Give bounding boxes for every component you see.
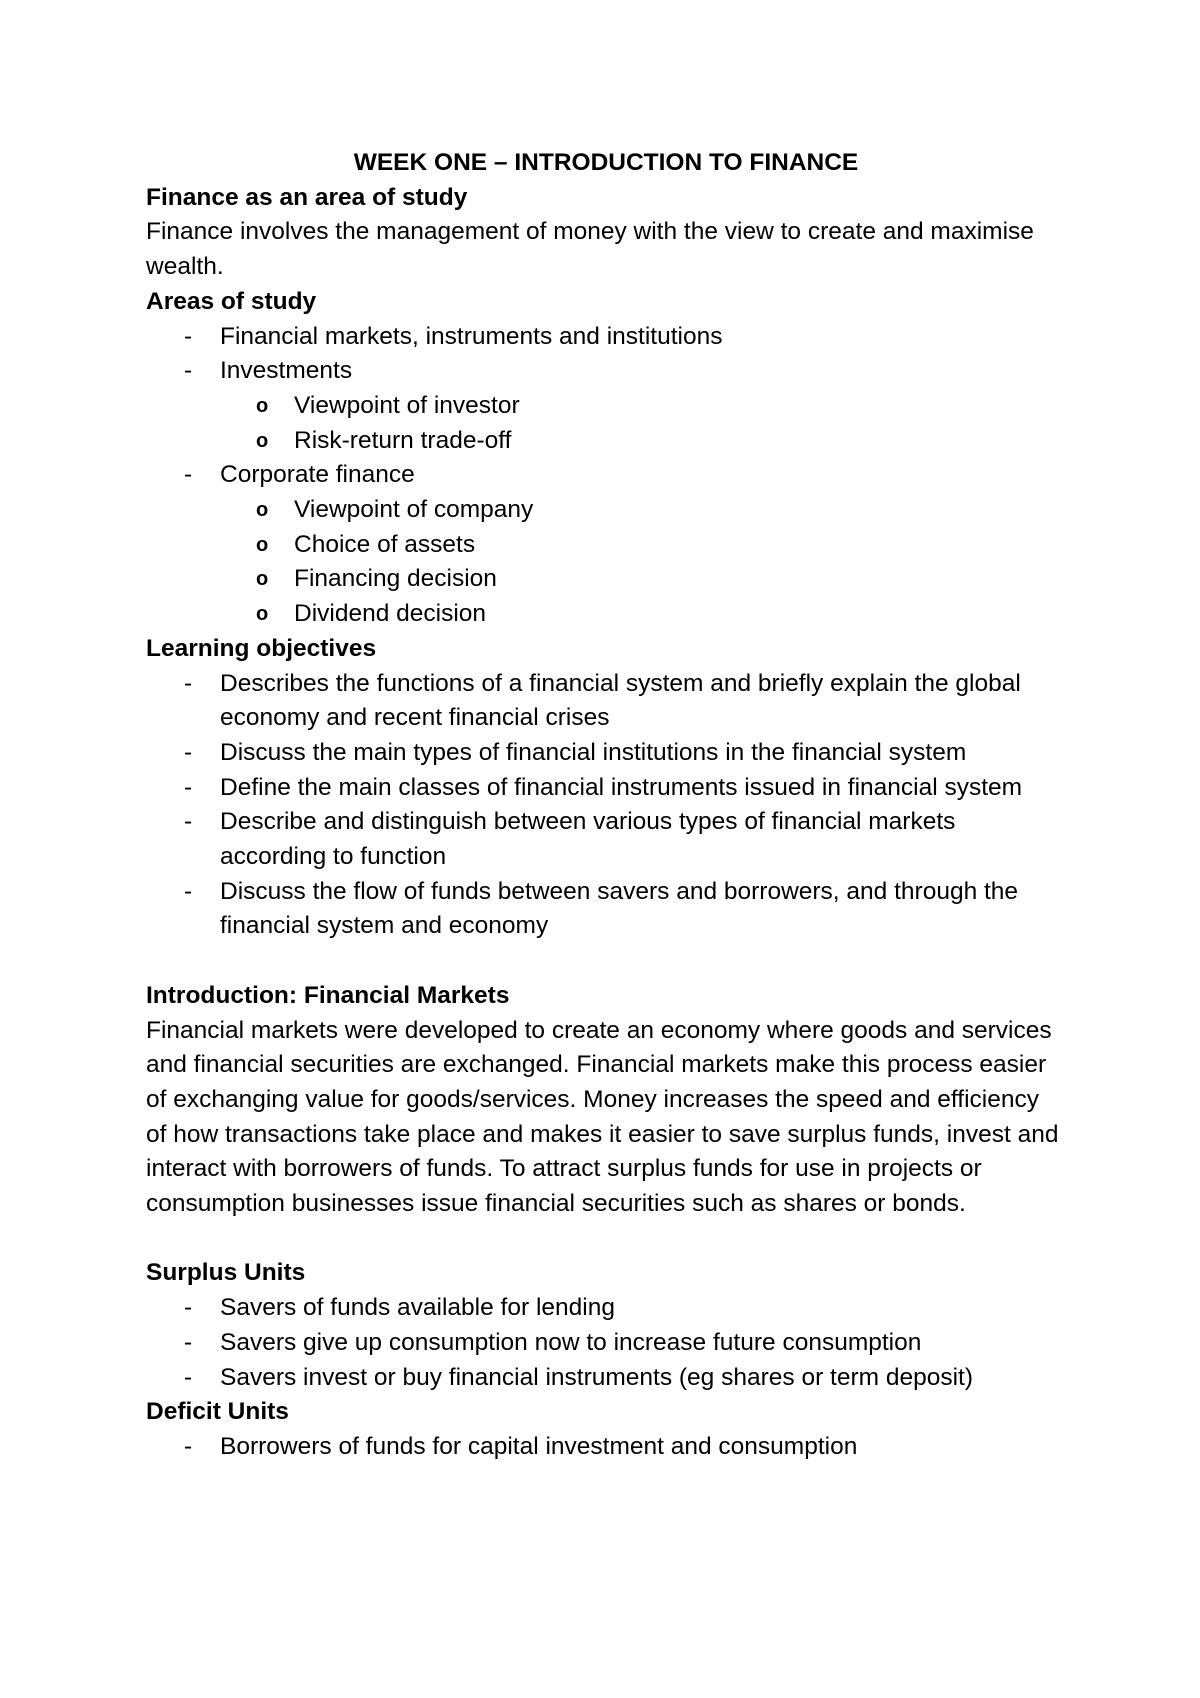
list-item (146, 771, 1066, 806)
list-item (146, 1291, 1066, 1326)
dash-bullet: - (184, 877, 193, 905)
document-title: WEEK ONE – INTRODUCTION TO FINANCE (353, 149, 859, 176)
sub-list-item (146, 424, 1066, 459)
learning-objectives-list (146, 667, 1066, 945)
section-heading-areas-of-study: Areas of study (146, 287, 317, 315)
list-item (146, 875, 1066, 944)
dash-bullet: - (184, 322, 193, 350)
circle-bullet: o (256, 394, 269, 417)
dash-bullet: - (184, 669, 193, 697)
circle-bullet: o (256, 533, 269, 556)
dash-bullet: - (184, 1432, 193, 1460)
list-item-text: Describes the functions of a financial system and briefly explain the global economy and recent financial crises (220, 669, 1021, 732)
sub-list-item-text: Viewpoint of investor (294, 391, 520, 419)
dash-bullet: - (184, 773, 193, 801)
list-item-text: Investments (220, 357, 353, 385)
list-item (146, 354, 1066, 389)
sub-list-item-text: Choice of assets (294, 530, 476, 558)
list-item-text: Savers give up consumption now to increase future consumption (220, 1328, 922, 1356)
finance-definition-paragraph: Finance involves the management of money with the view to create and maximise wealth. (146, 218, 1034, 281)
list-item (146, 320, 1066, 355)
dash-bullet: - (184, 1328, 193, 1356)
list-item (146, 1326, 1066, 1361)
section-heading-surplus-units: Surplus Units (146, 1259, 306, 1287)
list-item (146, 805, 1066, 874)
dash-bullet: - (184, 1363, 193, 1391)
list-item (146, 667, 1066, 736)
list-item (146, 458, 1066, 493)
list-item-text: Savers of funds available for lending (220, 1294, 615, 1322)
list-item-text: Savers invest or buy financial instruments (eg shares or term deposit) (220, 1363, 974, 1391)
sub-list-item (146, 389, 1066, 424)
circle-bullet: o (256, 568, 269, 591)
deficit-units-list (146, 1430, 1066, 1465)
section-heading-introduction: Introduction: Financial Markets (146, 981, 510, 1009)
blank-line (146, 944, 1066, 979)
list-item (146, 1361, 1066, 1396)
list-item-text: Borrowers of funds for capital investment and consumption (220, 1432, 858, 1460)
dash-bullet: - (184, 808, 193, 836)
sub-list-item (146, 493, 1066, 528)
sub-list-item-text: Risk-return trade-off (294, 426, 512, 454)
circle-bullet: o (256, 429, 269, 452)
list-item-text: Corporate finance (220, 461, 415, 489)
sub-list-item (146, 528, 1066, 563)
list-item-text: Describe and distinguish between various types of financial markets according to function (220, 808, 956, 871)
list-item (146, 1430, 1066, 1465)
section-heading-deficit-units: Deficit Units (146, 1398, 289, 1426)
circle-bullet: o (256, 603, 269, 626)
sub-list-item-text: Dividend decision (294, 600, 487, 628)
sub-list-item (146, 562, 1066, 597)
dash-bullet: - (184, 357, 193, 385)
list-item (146, 736, 1066, 771)
blank-line (146, 1222, 1066, 1257)
list-item-text: Define the main classes of financial instruments issued in financial system (220, 773, 1023, 801)
dash-bullet: - (184, 461, 193, 489)
dash-bullet: - (184, 1294, 193, 1322)
circle-bullet: o (256, 499, 269, 522)
list-item-text: Financial markets, instruments and institutions (220, 322, 723, 350)
dash-bullet: - (184, 738, 193, 766)
sub-list-item-text: Financing decision (294, 565, 497, 593)
surplus-units-list (146, 1291, 1066, 1395)
document-page (146, 146, 1066, 1465)
sub-list-item (146, 597, 1066, 632)
introduction-paragraph: Financial markets were developed to create an economy where goods and services and financial securities are exchanged. Financial markets make this process easier of exchanging value for goods/services. Money increases the speed and efficiency of how transactions take place and makes it easier to save surplus funds, invest and interact with borrowers of funds. To attract surplus funds for use in projects or consumption businesses issue financial securities such as shares or bonds. (146, 1016, 1059, 1218)
section-heading-learning-objectives: Learning objectives (146, 634, 377, 662)
sub-list-item-text: Viewpoint of company (294, 496, 534, 524)
list-item-text: Discuss the main types of financial institutions in the financial system (220, 738, 967, 766)
list-item-text: Discuss the flow of funds between savers and borrowers, and through the financial system and economy (220, 877, 1019, 940)
section-heading-finance-study: Finance as an area of study (146, 183, 468, 211)
areas-of-study-list (146, 320, 1066, 632)
